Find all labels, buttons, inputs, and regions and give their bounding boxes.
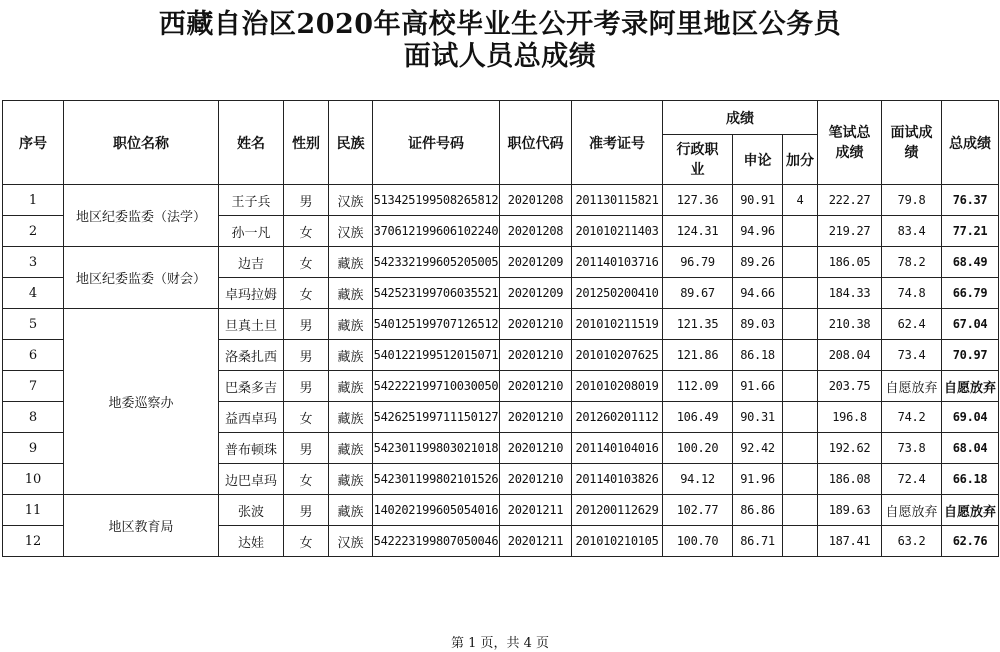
cell-seq: 1 [3, 185, 64, 216]
cell-interview: 73.4 [882, 340, 942, 371]
cell-bonus [783, 309, 818, 340]
cell-interview: 74.8 [882, 278, 942, 309]
cell-position: 地区纪委监委（法学） [64, 185, 219, 247]
cell-id-number: 542332199605205005 [373, 247, 500, 278]
header-scores-group: 成绩 [663, 101, 818, 135]
cell-essay: 94.96 [733, 216, 783, 247]
cell-id-number: 513425199508265812 [373, 185, 500, 216]
cell-id-number: 542222199710030050 [373, 371, 500, 402]
cell-interview: 73.8 [882, 433, 942, 464]
cell-id-number: 140202199605054016 [373, 495, 500, 526]
cell-admin-ability: 100.20 [663, 433, 733, 464]
cell-ethnicity: 汉族 [329, 216, 373, 247]
cell-written-total: 196.8 [818, 402, 882, 433]
cell-ticket: 201200112629 [572, 495, 663, 526]
cell-ethnicity: 汉族 [329, 526, 373, 557]
cell-gender: 男 [284, 433, 329, 464]
cell-position-code: 20201208 [500, 216, 572, 247]
cell-bonus [783, 216, 818, 247]
cell-bonus [783, 495, 818, 526]
cell-essay: 89.03 [733, 309, 783, 340]
document-title: 西藏自治区2020年高校毕业生公开考录阿里地区公务员 [158, 9, 842, 40]
cell-ethnicity: 藏族 [329, 495, 373, 526]
cell-interview: 自愿放弃 [882, 495, 942, 526]
cell-position-code: 20201209 [500, 247, 572, 278]
cell-gender: 女 [284, 402, 329, 433]
cell-name: 边吉 [219, 247, 284, 278]
cell-id-number: 542301199802101526 [373, 464, 500, 495]
cell-admin-ability: 121.86 [663, 340, 733, 371]
cell-interview: 74.2 [882, 402, 942, 433]
header-name: 姓名 [219, 101, 284, 185]
cell-seq: 7 [3, 371, 64, 402]
cell-ticket: 201140103716 [572, 247, 663, 278]
header-admin-ability: 行政职业 [663, 135, 733, 185]
cell-position-code: 20201210 [500, 464, 572, 495]
cell-ticket: 201140103826 [572, 464, 663, 495]
cell-position: 地区教育局 [64, 495, 219, 557]
header-interview: 面试成绩 [882, 101, 942, 185]
cell-gender: 女 [284, 464, 329, 495]
cell-ticket: 201140104016 [572, 433, 663, 464]
cell-ethnicity: 藏族 [329, 402, 373, 433]
cell-admin-ability: 106.49 [663, 402, 733, 433]
cell-position-code: 20201210 [500, 402, 572, 433]
cell-total: 77.21 [942, 216, 999, 247]
table-row [3, 495, 999, 526]
cell-ticket: 201010207625 [572, 340, 663, 371]
cell-seq: 4 [3, 278, 64, 309]
cell-ethnicity: 藏族 [329, 340, 373, 371]
cell-ticket: 201250200410 [572, 278, 663, 309]
cell-admin-ability: 127.36 [663, 185, 733, 216]
cell-interview: 63.2 [882, 526, 942, 557]
cell-seq: 6 [3, 340, 64, 371]
cell-gender: 男 [284, 309, 329, 340]
cell-position-code: 20201210 [500, 371, 572, 402]
cell-essay: 86.86 [733, 495, 783, 526]
cell-bonus [783, 433, 818, 464]
cell-essay: 86.71 [733, 526, 783, 557]
cell-name: 边巴卓玛 [219, 464, 284, 495]
cell-gender: 女 [284, 247, 329, 278]
cell-id-number: 542223199807050046 [373, 526, 500, 557]
cell-interview: 自愿放弃 [882, 371, 942, 402]
cell-admin-ability: 124.31 [663, 216, 733, 247]
header-gender: 性别 [284, 101, 329, 185]
cell-total: 66.79 [942, 278, 999, 309]
cell-gender: 男 [284, 340, 329, 371]
cell-admin-ability: 121.35 [663, 309, 733, 340]
cell-bonus [783, 340, 818, 371]
cell-interview: 79.8 [882, 185, 942, 216]
cell-written-total: 208.04 [818, 340, 882, 371]
cell-ticket: 201010211519 [572, 309, 663, 340]
header-position: 职位名称 [64, 101, 219, 185]
cell-gender: 女 [284, 278, 329, 309]
cell-essay: 94.66 [733, 278, 783, 309]
cell-bonus [783, 464, 818, 495]
cell-total: 70.97 [942, 340, 999, 371]
header-id-number: 证件号码 [373, 101, 500, 185]
cell-seq: 10 [3, 464, 64, 495]
cell-essay: 90.31 [733, 402, 783, 433]
cell-total: 66.18 [942, 464, 999, 495]
cell-interview: 72.4 [882, 464, 942, 495]
cell-essay: 86.18 [733, 340, 783, 371]
cell-written-total: 203.75 [818, 371, 882, 402]
cell-written-total: 184.33 [818, 278, 882, 309]
cell-bonus [783, 402, 818, 433]
cell-name: 达娃 [219, 526, 284, 557]
cell-admin-ability: 100.70 [663, 526, 733, 557]
cell-seq: 11 [3, 495, 64, 526]
cell-name: 卓玛拉姆 [219, 278, 284, 309]
header-ethnicity: 民族 [329, 101, 373, 185]
page-footer: 第 1 页，共 4 页 [450, 636, 550, 651]
cell-written-total: 186.05 [818, 247, 882, 278]
cell-essay: 91.96 [733, 464, 783, 495]
cell-seq: 8 [3, 402, 64, 433]
cell-ethnicity: 藏族 [329, 464, 373, 495]
cell-position-code: 20201208 [500, 185, 572, 216]
cell-position-code: 20201211 [500, 526, 572, 557]
cell-id-number: 540125199707126512 [373, 309, 500, 340]
cell-total: 68.49 [942, 247, 999, 278]
score-table [2, 100, 999, 557]
cell-id-number: 542625199711150127 [373, 402, 500, 433]
table-row [3, 185, 999, 216]
cell-admin-ability: 102.77 [663, 495, 733, 526]
cell-written-total: 189.63 [818, 495, 882, 526]
document-subtitle: 面试人员总成绩 [403, 41, 597, 72]
cell-ethnicity: 汉族 [329, 185, 373, 216]
cell-ticket: 201010208019 [572, 371, 663, 402]
cell-bonus [783, 526, 818, 557]
cell-ethnicity: 藏族 [329, 309, 373, 340]
cell-admin-ability: 96.79 [663, 247, 733, 278]
cell-gender: 男 [284, 495, 329, 526]
cell-name: 益西卓玛 [219, 402, 284, 433]
header-ticket: 准考证号 [572, 101, 663, 185]
cell-essay: 92.42 [733, 433, 783, 464]
header-total: 总成绩 [942, 101, 999, 185]
cell-written-total: 222.27 [818, 185, 882, 216]
cell-name: 洛桑扎西 [219, 340, 284, 371]
cell-seq: 9 [3, 433, 64, 464]
cell-ethnicity: 藏族 [329, 278, 373, 309]
cell-gender: 男 [284, 371, 329, 402]
cell-position-code: 20201211 [500, 495, 572, 526]
cell-ticket: 201010210105 [572, 526, 663, 557]
cell-interview: 83.4 [882, 216, 942, 247]
cell-id-number: 542523199706035521 [373, 278, 500, 309]
cell-name: 普布顿珠 [219, 433, 284, 464]
cell-name: 孙一凡 [219, 216, 284, 247]
cell-name: 旦真土旦 [219, 309, 284, 340]
cell-total: 76.37 [942, 185, 999, 216]
cell-position-code: 20201209 [500, 278, 572, 309]
cell-total: 69.04 [942, 402, 999, 433]
cell-total: 62.76 [942, 526, 999, 557]
cell-ticket: 201130115821 [572, 185, 663, 216]
cell-total: 67.04 [942, 309, 999, 340]
cell-id-number: 370612199606102240 [373, 216, 500, 247]
cell-admin-ability: 89.67 [663, 278, 733, 309]
cell-id-number: 540122199512015071 [373, 340, 500, 371]
header-seq: 序号 [3, 101, 64, 185]
cell-written-total: 186.08 [818, 464, 882, 495]
cell-ticket: 201260201112 [572, 402, 663, 433]
cell-position-code: 20201210 [500, 309, 572, 340]
table-row [3, 247, 999, 278]
cell-interview: 78.2 [882, 247, 942, 278]
cell-id-number: 542301199803021018 [373, 433, 500, 464]
cell-essay: 90.91 [733, 185, 783, 216]
cell-position-code: 20201210 [500, 340, 572, 371]
cell-bonus [783, 247, 818, 278]
cell-seq: 5 [3, 309, 64, 340]
cell-total: 自愿放弃 [942, 371, 999, 402]
cell-interview: 62.4 [882, 309, 942, 340]
cell-name: 巴桑多吉 [219, 371, 284, 402]
cell-ethnicity: 藏族 [329, 371, 373, 402]
table-row [3, 309, 999, 340]
cell-gender: 女 [284, 216, 329, 247]
cell-position: 地委巡察办 [64, 309, 219, 495]
cell-written-total: 187.41 [818, 526, 882, 557]
cell-seq: 3 [3, 247, 64, 278]
cell-bonus [783, 371, 818, 402]
cell-ticket: 201010211403 [572, 216, 663, 247]
header-position-code: 职位代码 [500, 101, 572, 185]
cell-total: 自愿放弃 [942, 495, 999, 526]
header-written-total: 笔试总成绩 [818, 101, 882, 185]
cell-position: 地区纪委监委（财会） [64, 247, 219, 309]
header-essay: 申论 [733, 135, 783, 185]
cell-gender: 男 [284, 185, 329, 216]
cell-written-total: 210.38 [818, 309, 882, 340]
cell-essay: 89.26 [733, 247, 783, 278]
cell-written-total: 192.62 [818, 433, 882, 464]
cell-total: 68.04 [942, 433, 999, 464]
cell-ethnicity: 藏族 [329, 247, 373, 278]
cell-name: 王子兵 [219, 185, 284, 216]
cell-position-code: 20201210 [500, 433, 572, 464]
cell-essay: 91.66 [733, 371, 783, 402]
cell-name: 张波 [219, 495, 284, 526]
header-bonus: 加分 [783, 135, 818, 185]
cell-admin-ability: 112.09 [663, 371, 733, 402]
cell-bonus [783, 278, 818, 309]
cell-seq: 2 [3, 216, 64, 247]
cell-bonus: 4 [783, 185, 818, 216]
cell-seq: 12 [3, 526, 64, 557]
cell-ethnicity: 藏族 [329, 433, 373, 464]
cell-gender: 女 [284, 526, 329, 557]
cell-admin-ability: 94.12 [663, 464, 733, 495]
cell-written-total: 219.27 [818, 216, 882, 247]
